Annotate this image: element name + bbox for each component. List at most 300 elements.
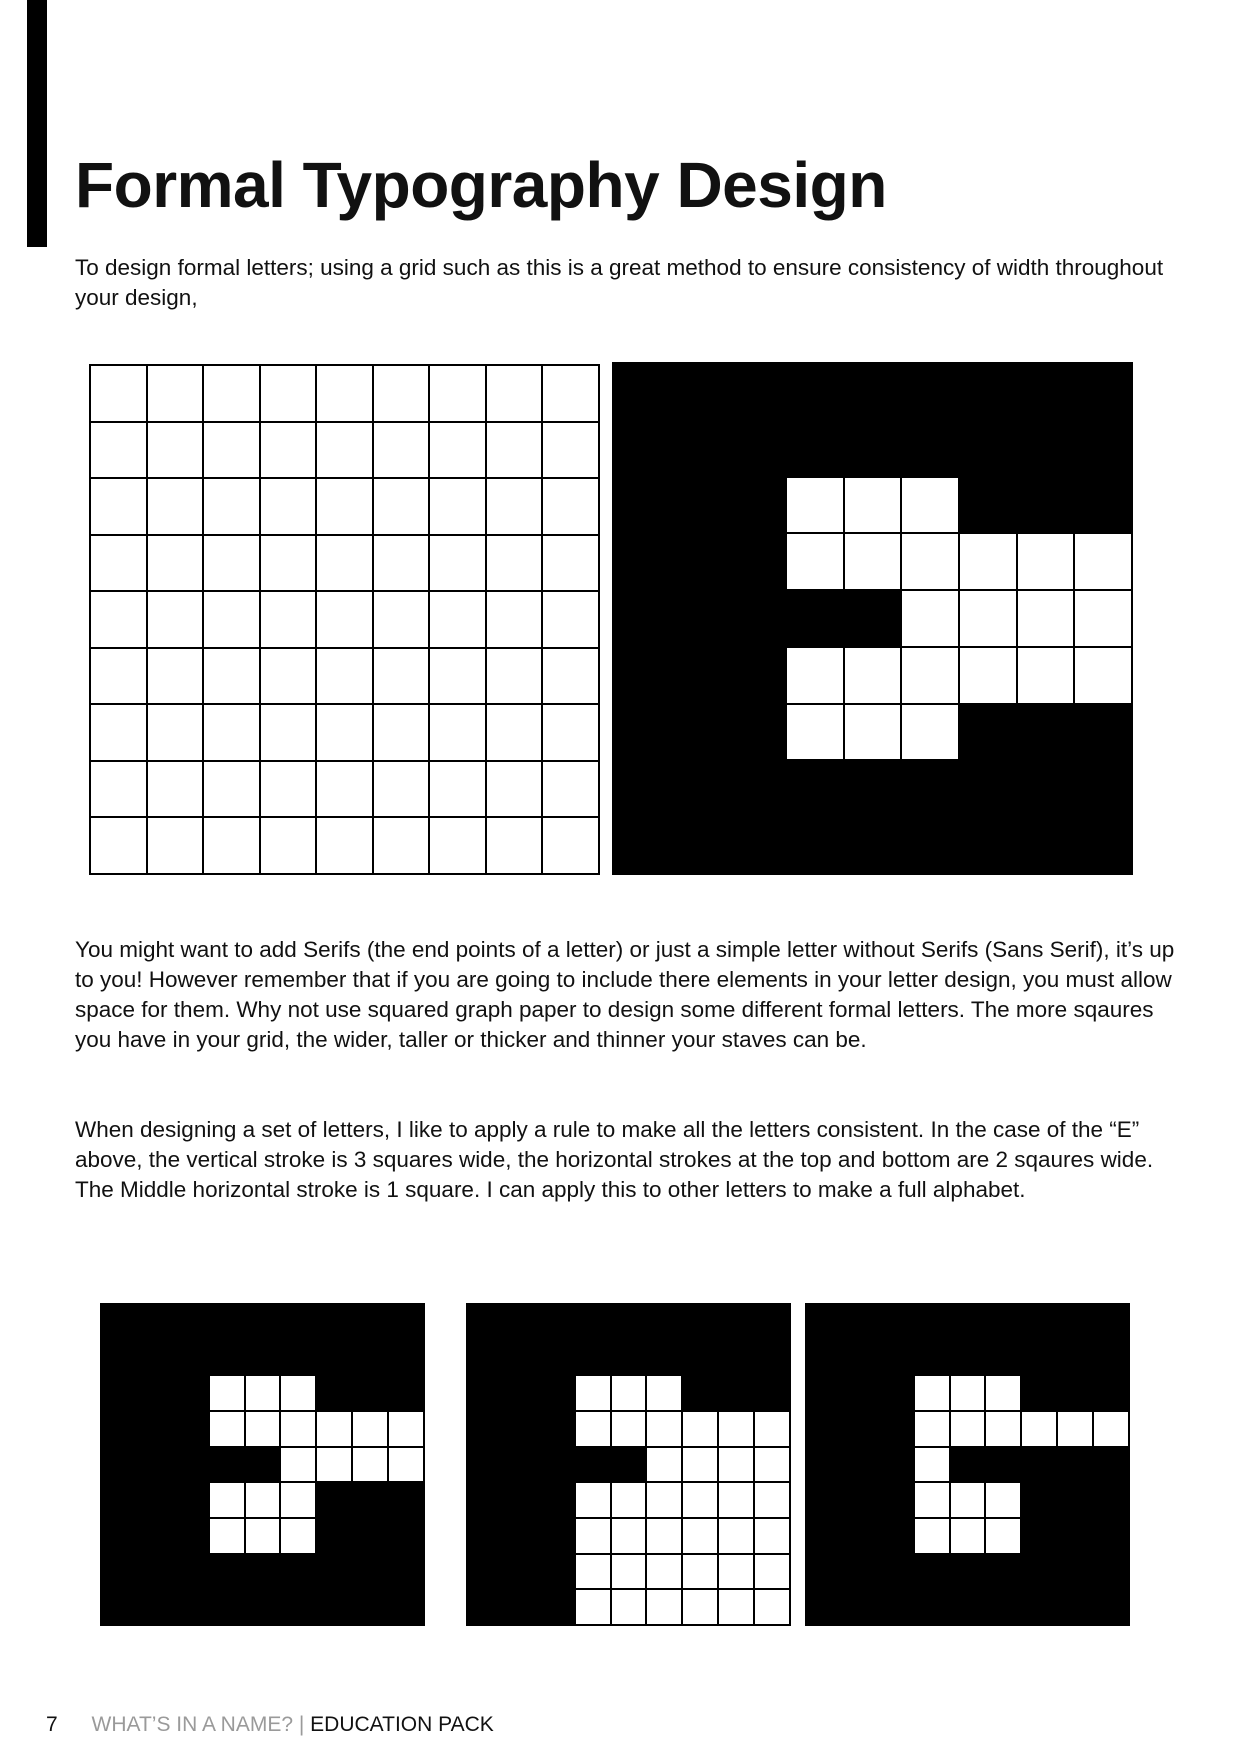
grid-square xyxy=(148,818,203,873)
grid-square xyxy=(612,1412,646,1446)
grid-square xyxy=(148,649,203,704)
grid-square xyxy=(487,423,542,478)
grid-square xyxy=(148,592,203,647)
filled-square xyxy=(353,1341,387,1375)
grid-square xyxy=(683,1555,717,1589)
filled-square xyxy=(353,1590,387,1624)
filled-square xyxy=(102,1555,136,1589)
filled-square xyxy=(729,761,785,816)
filled-square xyxy=(102,1590,136,1624)
letter-grid-2 xyxy=(466,1303,791,1626)
filled-square xyxy=(317,1483,351,1517)
filled-square xyxy=(879,1305,913,1339)
filled-square xyxy=(174,1412,208,1446)
filled-square xyxy=(1094,1590,1128,1624)
grid-square xyxy=(543,592,598,647)
filled-square xyxy=(504,1590,538,1624)
grid-square xyxy=(353,1448,387,1482)
grid-square xyxy=(204,536,259,591)
filled-square xyxy=(353,1555,387,1589)
filled-square xyxy=(540,1376,574,1410)
filled-square xyxy=(389,1305,423,1339)
grid-square xyxy=(430,479,485,534)
grid-square xyxy=(204,762,259,817)
grid-square xyxy=(960,648,1016,703)
filled-square xyxy=(576,1341,610,1375)
grid-square xyxy=(204,705,259,760)
filled-square xyxy=(317,1555,351,1589)
grid-square xyxy=(1018,648,1074,703)
grid-square xyxy=(487,762,542,817)
grid-square xyxy=(1018,591,1074,646)
filled-square xyxy=(729,421,785,476)
filled-square xyxy=(612,1448,646,1482)
grid-square xyxy=(91,649,146,704)
filled-square xyxy=(353,1483,387,1517)
grid-square xyxy=(148,536,203,591)
grid-square xyxy=(430,366,485,421)
filled-square xyxy=(540,1448,574,1482)
filled-square xyxy=(1058,1555,1092,1589)
filled-square xyxy=(902,761,958,816)
filled-square xyxy=(807,1519,841,1553)
grid-square xyxy=(787,705,843,760)
grid-square xyxy=(755,1412,789,1446)
filled-square xyxy=(281,1341,315,1375)
grid-square xyxy=(986,1519,1020,1553)
grid-square xyxy=(281,1448,315,1482)
filled-square xyxy=(672,818,728,873)
filled-square xyxy=(672,761,728,816)
filled-square xyxy=(960,818,1016,873)
grid-square xyxy=(845,705,901,760)
filled-square xyxy=(317,1519,351,1553)
filled-square xyxy=(1058,1376,1092,1410)
grid-square xyxy=(543,649,598,704)
filled-square xyxy=(843,1519,877,1553)
filled-square xyxy=(729,534,785,589)
grid-square xyxy=(261,762,316,817)
serifs-paragraph: You might want to add Serifs (the end points of a letter) or just a simple letter without Serifs (Sans Serif), it’s up to you! However remember that if you are going to include there elements in your letter design, you must allow space for them. Why not use squared graph paper to design some different formal letters. The more sqaures you have in your grid, the wider, taller or thicker and thinner your staves can be. xyxy=(75,937,1175,1052)
footer-subtitle: EDUCATION PACK xyxy=(310,1713,494,1736)
filled-square xyxy=(960,421,1016,476)
filled-square xyxy=(504,1519,538,1553)
grid-square xyxy=(148,423,203,478)
grid-square xyxy=(261,366,316,421)
grid-square xyxy=(543,423,598,478)
grid-square xyxy=(281,1519,315,1553)
filled-square xyxy=(843,1341,877,1375)
grid-square xyxy=(204,479,259,534)
grid-square xyxy=(261,479,316,534)
filled-square xyxy=(915,1305,949,1339)
grid-square xyxy=(317,423,372,478)
filled-square xyxy=(468,1412,502,1446)
grid-square xyxy=(951,1376,985,1410)
grid-square xyxy=(204,366,259,421)
grid-square xyxy=(374,649,429,704)
filled-square xyxy=(138,1305,172,1339)
filled-square xyxy=(843,1555,877,1589)
filled-square xyxy=(672,478,728,533)
filled-square xyxy=(468,1305,502,1339)
grid-square xyxy=(148,479,203,534)
grid-square xyxy=(719,1555,753,1589)
filled-square xyxy=(281,1590,315,1624)
filled-square xyxy=(468,1519,502,1553)
filled-square xyxy=(1022,1305,1056,1339)
filled-square xyxy=(102,1448,136,1482)
grid-square xyxy=(951,1483,985,1517)
filled-square xyxy=(843,1412,877,1446)
filled-square xyxy=(1094,1376,1128,1410)
filled-square xyxy=(729,818,785,873)
filled-square xyxy=(845,761,901,816)
filled-square xyxy=(719,1305,753,1339)
grid-square xyxy=(915,1483,949,1517)
filled-square xyxy=(672,364,728,419)
filled-square xyxy=(174,1590,208,1624)
grid-square xyxy=(1075,648,1131,703)
grid-square xyxy=(261,649,316,704)
grid-square xyxy=(430,536,485,591)
filled-square xyxy=(1094,1519,1128,1553)
grid-square xyxy=(647,1519,681,1553)
grid-square xyxy=(281,1376,315,1410)
grid-square xyxy=(543,705,598,760)
grid-square xyxy=(487,366,542,421)
grid-square xyxy=(755,1448,789,1482)
filled-square xyxy=(879,1590,913,1624)
grid-square xyxy=(317,818,372,873)
filled-square xyxy=(951,1590,985,1624)
filled-square xyxy=(246,1590,280,1624)
filled-square xyxy=(210,1305,244,1339)
filled-square xyxy=(174,1519,208,1553)
filled-square xyxy=(1018,705,1074,760)
page-number: 7 xyxy=(46,1713,58,1736)
grid-square xyxy=(576,1555,610,1589)
grid-square xyxy=(543,536,598,591)
filled-square xyxy=(807,1590,841,1624)
filled-square xyxy=(540,1519,574,1553)
filled-square xyxy=(915,1555,949,1589)
grid-square xyxy=(986,1376,1020,1410)
grid-square xyxy=(430,423,485,478)
filled-square xyxy=(174,1305,208,1339)
filled-square xyxy=(317,1341,351,1375)
filled-square xyxy=(540,1341,574,1375)
filled-square xyxy=(468,1590,502,1624)
filled-square xyxy=(1075,478,1131,533)
filled-square xyxy=(389,1341,423,1375)
filled-square xyxy=(986,1555,1020,1589)
filled-square xyxy=(755,1305,789,1339)
filled-square xyxy=(986,1448,1020,1482)
filled-square xyxy=(787,421,843,476)
filled-square xyxy=(468,1448,502,1482)
filled-square xyxy=(138,1519,172,1553)
grid-square xyxy=(960,534,1016,589)
filled-square xyxy=(1094,1448,1128,1482)
filled-square xyxy=(960,761,1016,816)
grid-square xyxy=(210,1376,244,1410)
filled-square xyxy=(1058,1483,1092,1517)
filled-square xyxy=(614,591,670,646)
filled-square xyxy=(138,1341,172,1375)
grid-square xyxy=(683,1590,717,1624)
grid-square xyxy=(719,1590,753,1624)
filled-square xyxy=(614,705,670,760)
grid-square xyxy=(612,1483,646,1517)
filled-square xyxy=(807,1305,841,1339)
filled-square xyxy=(807,1376,841,1410)
filled-square xyxy=(174,1341,208,1375)
filled-square xyxy=(1058,1590,1092,1624)
grid-square xyxy=(612,1590,646,1624)
grid-square xyxy=(317,536,372,591)
filled-square xyxy=(729,705,785,760)
filled-square xyxy=(389,1376,423,1410)
letter-e-grid xyxy=(612,362,1133,875)
filled-square xyxy=(902,818,958,873)
grid-square xyxy=(986,1483,1020,1517)
grid-square xyxy=(845,478,901,533)
grid-square xyxy=(915,1412,949,1446)
grid-square xyxy=(902,705,958,760)
filled-square xyxy=(102,1412,136,1446)
filled-square xyxy=(719,1341,753,1375)
grid-square xyxy=(246,1376,280,1410)
grid-square xyxy=(951,1519,985,1553)
filled-square xyxy=(1022,1519,1056,1553)
grid-square xyxy=(317,1448,351,1482)
grid-square xyxy=(902,648,958,703)
grid-square xyxy=(317,762,372,817)
filled-square xyxy=(353,1519,387,1553)
filled-square xyxy=(807,1483,841,1517)
grid-square xyxy=(91,705,146,760)
grid-square xyxy=(683,1412,717,1446)
grid-square xyxy=(487,705,542,760)
filled-square xyxy=(843,1305,877,1339)
grid-square xyxy=(647,1483,681,1517)
grid-square xyxy=(902,534,958,589)
filled-square xyxy=(807,1448,841,1482)
filled-square xyxy=(612,1341,646,1375)
filled-square xyxy=(986,1305,1020,1339)
filled-square xyxy=(845,591,901,646)
filled-square xyxy=(138,1412,172,1446)
filled-square xyxy=(787,818,843,873)
page-footer xyxy=(46,1713,494,1737)
grid-square xyxy=(719,1483,753,1517)
grid-square xyxy=(204,649,259,704)
filled-square xyxy=(540,1590,574,1624)
filled-square xyxy=(138,1376,172,1410)
filled-square xyxy=(1075,421,1131,476)
filled-square xyxy=(468,1376,502,1410)
filled-square xyxy=(647,1305,681,1339)
grid-square xyxy=(576,1483,610,1517)
grid-square xyxy=(755,1483,789,1517)
filled-square xyxy=(951,1305,985,1339)
grid-square xyxy=(204,423,259,478)
grid-square xyxy=(915,1448,949,1482)
filled-square xyxy=(210,1448,244,1482)
grid-square xyxy=(986,1412,1020,1446)
filled-square xyxy=(353,1305,387,1339)
grid-square xyxy=(430,649,485,704)
filled-square xyxy=(1022,1448,1056,1482)
filled-square xyxy=(210,1590,244,1624)
grid-square xyxy=(317,366,372,421)
grid-square xyxy=(543,366,598,421)
grid-square xyxy=(430,592,485,647)
grid-square xyxy=(487,818,542,873)
filled-square xyxy=(951,1555,985,1589)
grid-square xyxy=(317,705,372,760)
filled-square xyxy=(879,1448,913,1482)
grid-square xyxy=(374,705,429,760)
filled-square xyxy=(902,364,958,419)
grid-square xyxy=(719,1519,753,1553)
grid-square xyxy=(1058,1412,1092,1446)
grid-square xyxy=(210,1483,244,1517)
filled-square xyxy=(986,1341,1020,1375)
grid-square xyxy=(576,1590,610,1624)
filled-square xyxy=(174,1555,208,1589)
filled-square xyxy=(1018,818,1074,873)
filled-square xyxy=(1022,1555,1056,1589)
grid-square xyxy=(543,818,598,873)
grid-square xyxy=(612,1519,646,1553)
filled-square xyxy=(787,761,843,816)
filled-square xyxy=(468,1341,502,1375)
filled-square xyxy=(138,1555,172,1589)
filled-square xyxy=(1022,1376,1056,1410)
grid-square xyxy=(374,818,429,873)
filled-square xyxy=(719,1376,753,1410)
grid-square xyxy=(845,648,901,703)
filled-square xyxy=(729,648,785,703)
grid-square xyxy=(951,1412,985,1446)
filled-square xyxy=(614,761,670,816)
filled-square xyxy=(879,1376,913,1410)
filled-square xyxy=(787,364,843,419)
filled-square xyxy=(915,1341,949,1375)
filled-square xyxy=(1075,705,1131,760)
filled-square xyxy=(1075,761,1131,816)
grid-square xyxy=(389,1412,423,1446)
grid-square xyxy=(612,1555,646,1589)
grid-square xyxy=(374,762,429,817)
filled-square xyxy=(672,705,728,760)
filled-square xyxy=(389,1483,423,1517)
filled-square xyxy=(389,1519,423,1553)
filled-square xyxy=(389,1590,423,1624)
filled-square xyxy=(540,1483,574,1517)
filled-square xyxy=(1022,1590,1056,1624)
grid-square xyxy=(91,818,146,873)
filled-square xyxy=(504,1448,538,1482)
filled-square xyxy=(102,1341,136,1375)
grid-square xyxy=(430,705,485,760)
filled-square xyxy=(540,1412,574,1446)
grid-square xyxy=(647,1555,681,1589)
grid-square xyxy=(148,705,203,760)
grid-square xyxy=(389,1448,423,1482)
filled-square xyxy=(683,1376,717,1410)
grid-square xyxy=(487,479,542,534)
filled-square xyxy=(504,1341,538,1375)
filled-square xyxy=(317,1590,351,1624)
filled-square xyxy=(729,364,785,419)
grid-square xyxy=(261,705,316,760)
grid-square xyxy=(647,1590,681,1624)
filled-square xyxy=(614,534,670,589)
grid-square xyxy=(915,1519,949,1553)
grid-square xyxy=(683,1483,717,1517)
filled-square xyxy=(683,1305,717,1339)
grid-square xyxy=(210,1412,244,1446)
filled-square xyxy=(672,591,728,646)
footer-separator: | xyxy=(298,1713,305,1736)
filled-square xyxy=(1018,761,1074,816)
grid-square xyxy=(281,1412,315,1446)
grid-square xyxy=(317,649,372,704)
filled-square xyxy=(807,1555,841,1589)
filled-square xyxy=(614,364,670,419)
filled-square xyxy=(787,591,843,646)
grid-square xyxy=(374,479,429,534)
filled-square xyxy=(1094,1341,1128,1375)
filled-square xyxy=(1094,1305,1128,1339)
filled-square xyxy=(843,1590,877,1624)
grid-square xyxy=(261,818,316,873)
filled-square xyxy=(210,1555,244,1589)
filled-square xyxy=(102,1376,136,1410)
filled-square xyxy=(672,534,728,589)
filled-square xyxy=(614,818,670,873)
filled-square xyxy=(1058,1519,1092,1553)
filled-square xyxy=(951,1341,985,1375)
filled-square xyxy=(210,1341,244,1375)
grid-square xyxy=(902,591,958,646)
grid-square xyxy=(91,536,146,591)
grid-square xyxy=(317,479,372,534)
filled-square xyxy=(755,1376,789,1410)
filled-square xyxy=(845,364,901,419)
filled-square xyxy=(1018,478,1074,533)
filled-square xyxy=(540,1555,574,1589)
grid-square xyxy=(612,1376,646,1410)
filled-square xyxy=(915,1590,949,1624)
filled-square xyxy=(672,648,728,703)
grid-square xyxy=(487,649,542,704)
filled-square xyxy=(879,1412,913,1446)
filled-square xyxy=(576,1448,610,1482)
filled-square xyxy=(614,421,670,476)
grid-square xyxy=(576,1376,610,1410)
empty-design-grid xyxy=(89,364,600,875)
page-title: Formal Typography Design xyxy=(75,149,887,221)
footer-title: WHAT’S IN A NAME? xyxy=(91,1713,294,1736)
grid-square xyxy=(683,1519,717,1553)
filled-square xyxy=(986,1590,1020,1624)
filled-square xyxy=(138,1483,172,1517)
filled-square xyxy=(1094,1555,1128,1589)
